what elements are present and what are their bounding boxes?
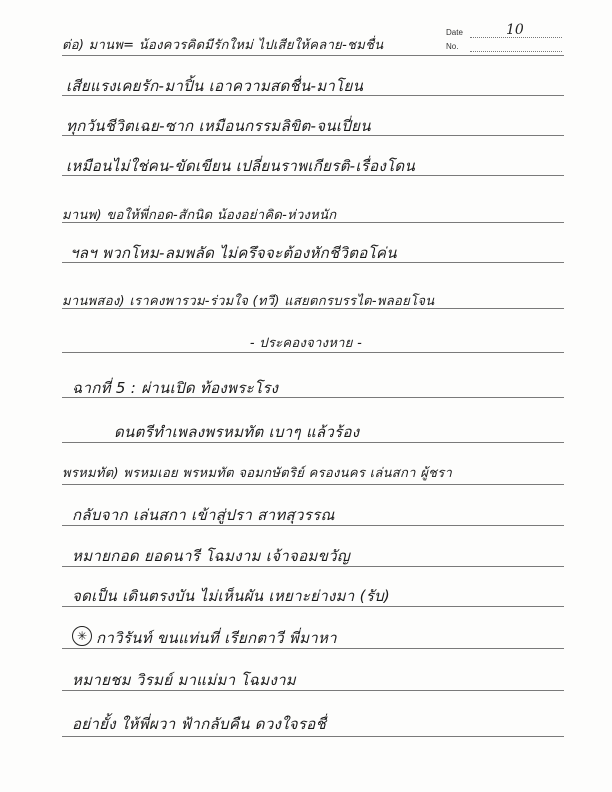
ruled-line	[62, 484, 564, 485]
handwritten-line: พรหมทัต) พรหมเอย พรหมทัต จอมกษัตริย์ ครองนคร เล่นสกา ผู้ชรา	[62, 466, 453, 481]
handwritten-line: ต่อ) มานพ= น้องควรคิดมีรักใหม่ ไปเสียให้คลาย-ชมชื่น	[62, 38, 384, 53]
handwritten-line: อย่ายั้ง ให้พี่ผวา ฟ้ากลับคืน ดวงใจรอชื่	[72, 715, 327, 733]
handwritten-line: - ประคองจางหาย -	[249, 336, 363, 351]
ruled-line	[62, 55, 564, 56]
handwritten-line: ดนตรีทำเพลงพรหมทัต เบาๆ แล้วร้อง	[114, 423, 360, 441]
handwritten-line: หมายกอด ยอดนารี โฉมงาม เจ้าจอมขวัญ	[72, 547, 350, 565]
handwritten-line: ฯลฯ พวกโหม-ลมพลัด ไม่ครึจจะต้องหักชีวิตอโค่น	[70, 244, 397, 262]
notebook-header	[446, 20, 566, 54]
page-number: 10	[506, 22, 524, 38]
handwritten-line: จดเป็น เดินตรงบัน ไม่เห็นผัน เหยาะย่างมา (รับ)	[72, 587, 391, 605]
no-line	[470, 51, 562, 52]
handwritten-line: หมายชม วิรมย์ มาแม่มา โฉมงาม	[72, 671, 296, 689]
handwritten-line: กลับจาก เล่นสกา เข้าสู่ปรา สาทสุวรรณ	[72, 506, 335, 524]
handwritten-line: เสียแรงเคยรัก-มาปิ้น เอาความสดชื่น-มาโยน	[66, 77, 364, 95]
date-label: Date	[446, 28, 463, 37]
handwritten-line: ทุกวันชีวิตเฉย-ซาก เหมือนกรรมลิขิต-จนเปี่ยน	[66, 117, 371, 135]
no-label: No.	[446, 42, 459, 51]
handwritten-line: มานพ) ขอให้พี่กอด-สักนิด น้องอย่าคิด-ห่วงหนัก	[62, 208, 337, 223]
handwritten-line: มานพสอง) เราคงพารวม-ร่วมใจ (ทวี) แสยตกรบรรไต-พลอยโจน	[62, 294, 435, 309]
circled-star-mark: ✳	[72, 626, 92, 646]
handwritten-line: กาวิรันท์ ขนแท่นที่ เรียกตาวี พี่มาหา	[96, 629, 337, 647]
handwritten-line: ฉากที่ 5 : ผ่านเปิด ท้องพระโรง	[72, 379, 279, 397]
handwritten-line: เหมือนไม่ใช่คน-ขัดเขียน เปลี่ยนราพเกียรติ-เรื่องโดน	[66, 157, 416, 175]
ruled-line	[62, 736, 564, 737]
